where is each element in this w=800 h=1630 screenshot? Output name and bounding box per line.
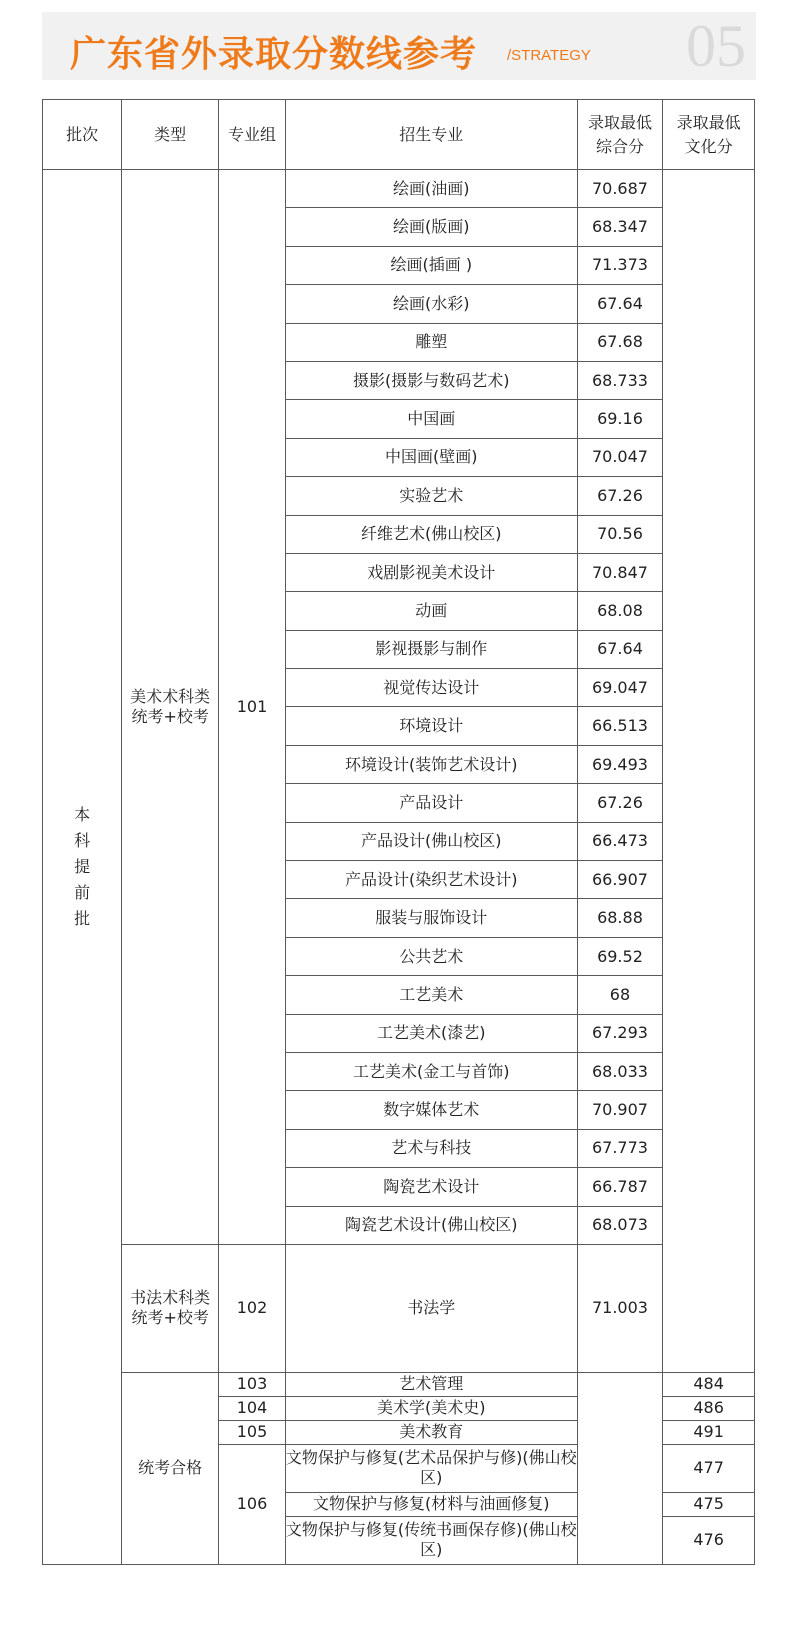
composite-score-cell: 66.787 [577,1168,662,1206]
major-name-cell: 陶瓷艺术设计(佛山校区) [285,1206,577,1244]
major-name-cell: 戏剧影视美术设计 [285,553,577,591]
composite-score-cell: 66.513 [577,707,662,745]
composite-score-cell: 67.64 [577,630,662,668]
culture-score-cell [663,170,755,1373]
page-subtitle: /STRATEGY [507,47,591,64]
type-cell: 统考合格 [122,1372,219,1564]
batch-label: 本 科 提 前 批 [74,804,91,928]
page-header [42,12,756,80]
major-name-cell: 绘画(水彩) [285,285,577,323]
composite-score-cell: 68.073 [577,1206,662,1244]
major-name-cell: 中国画 [285,400,577,438]
type-cell: 美术术科类 统考+校考 [122,170,219,1245]
composite-score-cell: 70.907 [577,1091,662,1129]
culture-score-cell: 477 [663,1444,755,1492]
composite-score-cell [577,1372,662,1564]
major-name-cell: 服装与服饰设计 [285,899,577,937]
composite-score-cell: 67.773 [577,1129,662,1167]
major-name-cell: 摄影(摄影与数码艺术) [285,361,577,399]
culture-score-cell: 484 [663,1372,755,1396]
composite-score-cell: 70.687 [577,170,662,208]
major-name-cell: 实验艺术 [285,477,577,515]
group-code-cell: 102 [219,1244,286,1372]
composite-score-cell: 66.473 [577,822,662,860]
composite-score-cell: 69.493 [577,745,662,783]
composite-score-cell: 71.003 [577,1244,662,1372]
composite-score-cell: 67.26 [577,477,662,515]
major-name-cell: 产品设计 [285,784,577,822]
composite-score-cell: 69.047 [577,669,662,707]
batch-cell [43,170,122,1565]
composite-score-cell: 66.907 [577,861,662,899]
table-row [43,100,755,170]
major-name-cell: 文物保护与修复(材料与油画修复) [285,1492,577,1516]
composite-score-cell: 68.033 [577,1052,662,1090]
culture-score-cell: 491 [663,1420,755,1444]
major-name-cell: 中国画(壁画) [285,438,577,476]
major-name-cell: 文物保护与修复(艺术品保护与修)(佛山校区) [285,1444,577,1492]
major-name-cell: 动画 [285,592,577,630]
column-header: 类型 [122,100,219,170]
major-name-cell: 美术教育 [285,1420,577,1444]
group-code-cell: 104 [219,1396,286,1420]
major-name-cell: 影视摄影与制作 [285,630,577,668]
culture-score-cell: 476 [663,1516,755,1564]
score-table [42,99,755,1565]
composite-score-cell: 70.847 [577,553,662,591]
major-name-cell: 工艺美术(金工与首饰) [285,1052,577,1090]
group-code-cell: 103 [219,1372,286,1396]
composite-score-cell: 68.88 [577,899,662,937]
column-header: 批次 [43,100,122,170]
major-name-cell: 环境设计 [285,707,577,745]
composite-score-cell: 68 [577,976,662,1014]
composite-score-cell: 68.347 [577,208,662,246]
composite-score-cell: 70.56 [577,515,662,553]
major-name-cell: 雕塑 [285,323,577,361]
major-name-cell: 数字媒体艺术 [285,1091,577,1129]
composite-score-cell: 67.68 [577,323,662,361]
group-code-cell: 105 [219,1420,286,1444]
table-row [43,170,755,208]
major-name-cell: 美术学(美术史) [285,1396,577,1420]
composite-score-cell: 69.52 [577,937,662,975]
composite-score-cell: 68.08 [577,592,662,630]
composite-score-cell: 71.373 [577,246,662,284]
composite-score-cell: 70.047 [577,438,662,476]
column-header: 录取最低 文化分 [663,100,755,170]
major-name-cell: 书法学 [285,1244,577,1372]
major-name-cell: 产品设计(佛山校区) [285,822,577,860]
major-name-cell: 公共艺术 [285,937,577,975]
column-header: 录取最低 综合分 [577,100,662,170]
composite-score-cell: 69.16 [577,400,662,438]
major-name-cell: 艺术管理 [285,1372,577,1396]
section-number: 05 [686,13,746,79]
major-name-cell: 工艺美术 [285,976,577,1014]
table-row [43,1244,755,1372]
type-cell: 书法术科类 统考+校考 [122,1244,219,1372]
column-header: 专业组 [219,100,286,170]
composite-score-cell: 67.64 [577,285,662,323]
group-code-cell: 101 [219,170,286,1245]
composite-score-cell: 67.293 [577,1014,662,1052]
composite-score-cell: 68.733 [577,361,662,399]
composite-score-cell: 67.26 [577,784,662,822]
culture-score-cell: 475 [663,1492,755,1516]
major-name-cell: 环境设计(装饰艺术设计) [285,745,577,783]
major-name-cell: 纤维艺术(佛山校区) [285,515,577,553]
major-name-cell: 绘画(版画) [285,208,577,246]
major-name-cell: 绘画(油画) [285,170,577,208]
major-name-cell: 艺术与科技 [285,1129,577,1167]
page-title: 广东省外录取分数线参考 [70,34,478,75]
group-code-cell: 106 [219,1444,286,1564]
major-name-cell: 产品设计(染织艺术设计) [285,861,577,899]
table-row [43,1372,755,1396]
major-name-cell: 陶瓷艺术设计 [285,1168,577,1206]
column-header: 招生专业 [285,100,577,170]
major-name-cell: 绘画(插画 ) [285,246,577,284]
major-name-cell: 视觉传达设计 [285,669,577,707]
culture-score-cell: 486 [663,1396,755,1420]
major-name-cell: 文物保护与修复(传统书画保存修)(佛山校区) [285,1516,577,1564]
major-name-cell: 工艺美术(漆艺) [285,1014,577,1052]
